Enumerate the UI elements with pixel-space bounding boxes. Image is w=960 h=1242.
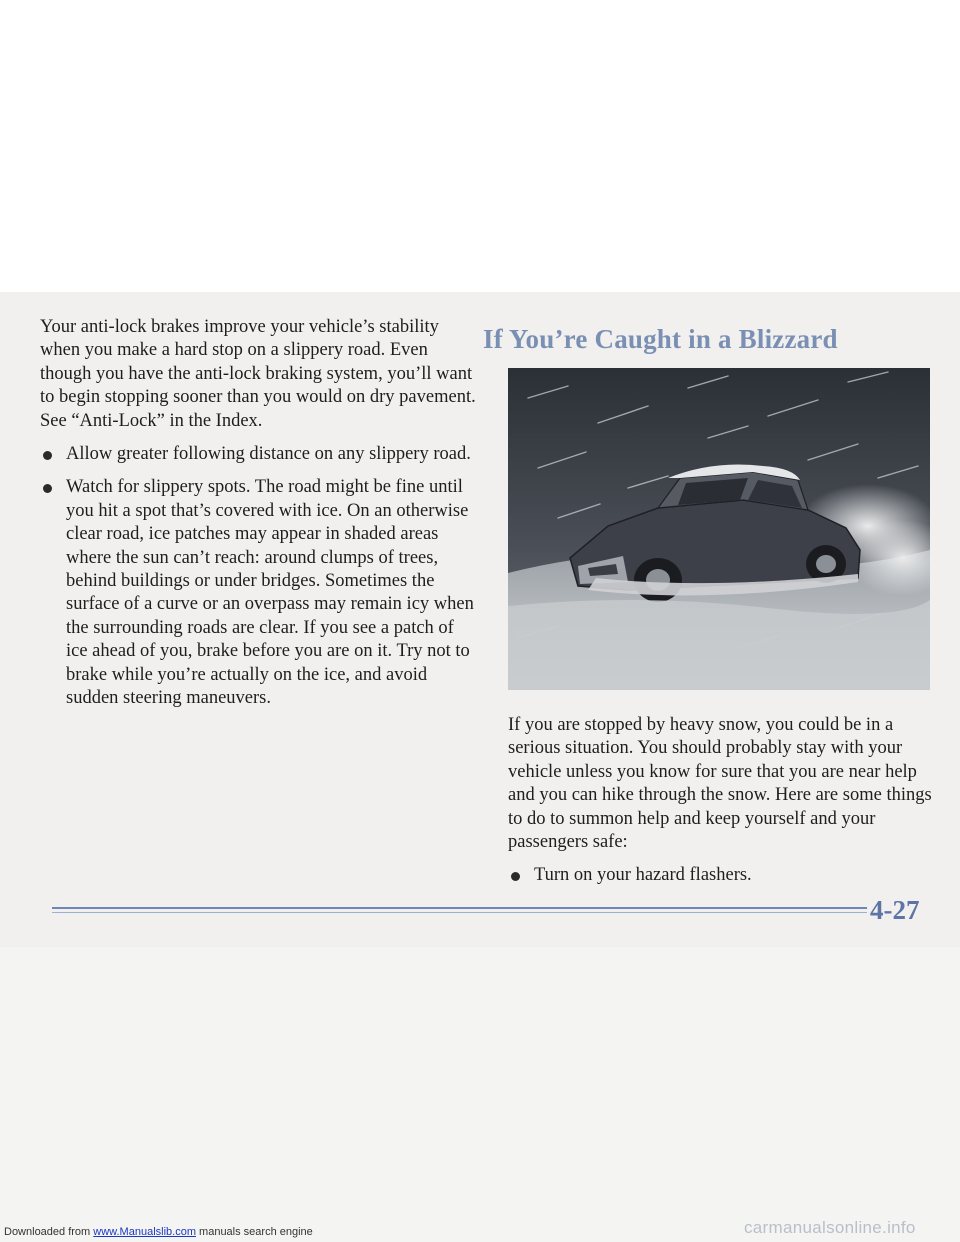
right-text-block: [508, 714, 938, 898]
site-watermark: carmanualsonline.info: [744, 1218, 916, 1237]
manualslib-link[interactable]: www.Manualslib.com: [93, 1226, 196, 1238]
blizzard-paragraph: If you are stopped by heavy snow, you could be in a serious situation. You should probably stay with your vehicle unless you know for sure that you are near help and you can hike through the snow. Here are some things to do to summon help and keep yourself and your passengers safe:: [508, 715, 932, 853]
bullet-item: [508, 864, 938, 887]
section-title: If You’re Caught in a Blizzard: [483, 324, 838, 354]
bullet-text: Turn on your hazard flashers.: [534, 865, 752, 886]
bullet-text: Watch for slippery spots. The road might be fine until you hit a spot that’s covered with ice. On an otherwise clear road, ice patches may appear in shaded areas where the sun can’t reach: around clumps of trees, behind buildings or under bridges. Sometimes the surface of a curve or an overpass may remain icy when the surrounding roads are clear. If you see a patch of ice ahead of you, brake before you are on it. Try not to brake while you’re actually on the ice, and avoid sudden steering maneuvers.: [66, 477, 474, 709]
bullet-text: Allow greater following distance on any slippery road.: [66, 444, 471, 465]
page-number: 4-27: [870, 895, 920, 925]
blizzard-car-illustration: [508, 368, 930, 690]
bullet-dot-icon: [43, 451, 52, 460]
left-bullet-list: [40, 443, 480, 710]
bullet-dot-icon: [511, 872, 520, 881]
page-bottom-margin: [0, 947, 960, 1242]
left-column: [40, 316, 480, 721]
footer-rule-thin: [52, 912, 867, 913]
right-bullet-list: [508, 864, 938, 887]
bullet-item: [40, 476, 480, 710]
download-notice: [4, 1226, 313, 1238]
bullet-item: [40, 443, 480, 466]
download-notice-suffix: manuals search engine: [195, 1226, 313, 1238]
bullet-dot-icon: [43, 484, 52, 493]
intro-paragraph: Your anti-lock brakes improve your vehicle’s stability when you make a hard stop on a slippery road. Even though you have the anti-lock braking system, you’ll want to begin stopping sooner than you would on dry pavement. See “Anti-Lock” in the Index.: [40, 317, 476, 431]
right-column: [480, 322, 935, 886]
footer-rule: [52, 907, 867, 909]
download-notice-prefix: Downloaded from: [4, 1226, 94, 1238]
